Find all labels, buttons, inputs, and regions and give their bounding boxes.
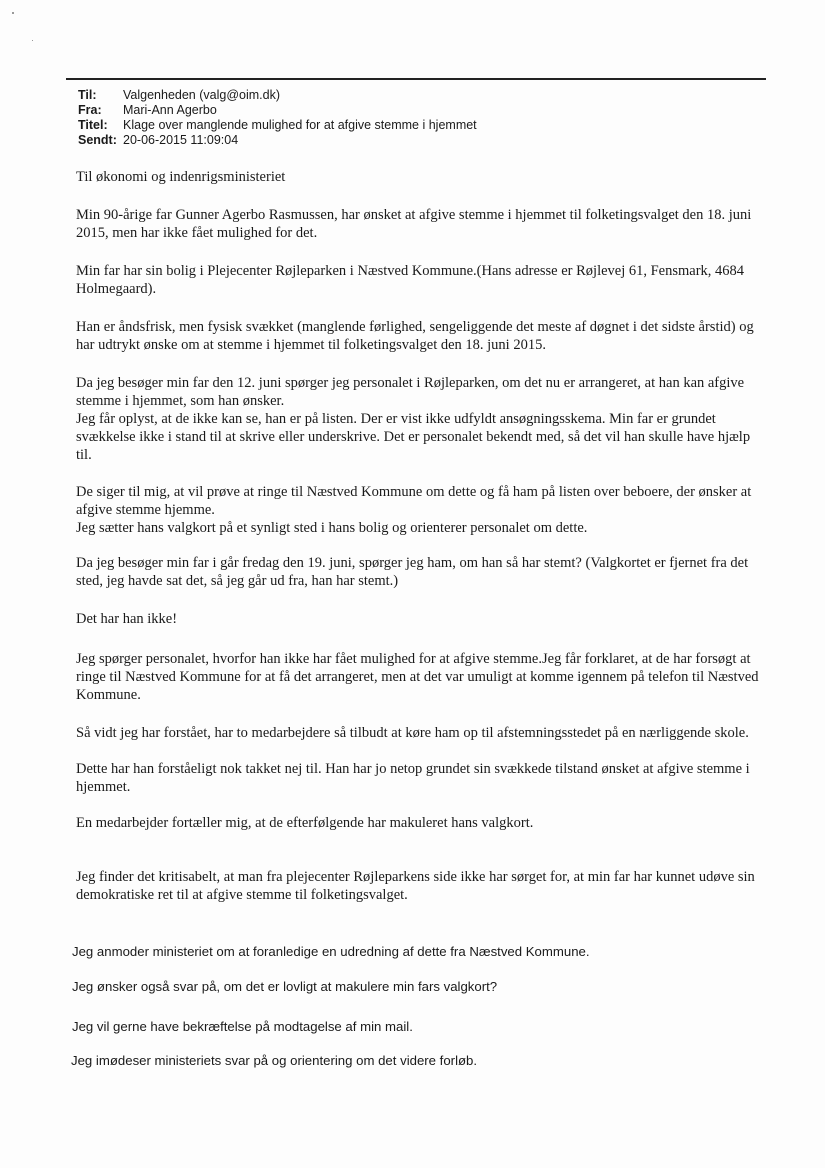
paragraph-3: [76, 318, 766, 354]
paragraph-10: [76, 760, 766, 796]
email-from-label: Fra:: [78, 103, 102, 117]
paragraph-line: Så vidt jeg har forstået, har to medarbejdere så tilbudt at køre ham op til afstemningsstedet på en nærliggende skole.: [76, 725, 749, 741]
paragraph-line: sted, jeg havde sat det, så jeg går ud fra, han har stemt.): [76, 573, 399, 589]
paragraph-line: afgive stemme hjemme.: [76, 502, 215, 518]
paragraph-7: [76, 610, 766, 628]
email-subject-row: [78, 118, 477, 133]
paragraph-11: [76, 814, 766, 832]
email-header: [78, 88, 477, 148]
paragraph-16: [71, 1052, 761, 1070]
paragraph-line: De siger til mig, at vil prøve at ringe til Næstved Kommune om dette og få ham på listen over beboere, der ønsker at: [76, 484, 752, 500]
paragraph-line: Jeg ønsker også svar på, om det er lovligt at makulere min fars valgkort?: [72, 979, 498, 994]
email-subject-label: Titel:: [78, 118, 108, 132]
email-to-row: [78, 88, 477, 103]
email-sent-row: [78, 133, 477, 148]
paragraph-9: [76, 724, 766, 742]
email-to-label: Til:: [78, 88, 97, 102]
email-header-rule: [66, 78, 766, 80]
paragraph-14: [72, 978, 762, 996]
paragraph-line: svækkelse ikke i stand til at skrive eller underskrive. Det er personalet bekendt med, så det vil han skulle have hjælp: [76, 429, 751, 445]
paragraph-6: [76, 554, 766, 590]
paragraph-8: [76, 650, 766, 704]
paragraph-line: har udtrykt ønske om at stemme i hjemmet til folketingsvalget den 18. juni 2015.: [76, 337, 546, 353]
paragraph-12: [76, 868, 766, 904]
paragraph-line: Jeg anmoder ministeriet om at foranledige en udredning af dette fra Næstved Kommune.: [72, 944, 590, 959]
email-from-value: Mari-Ann Agerbo: [123, 103, 217, 117]
paragraph-line: til.: [76, 447, 92, 463]
paragraph-4: [76, 374, 766, 464]
email-from-row: [78, 103, 477, 118]
paragraph-line: Jeg sætter hans valgkort på et synligt sted i hans bolig og orienterer personalet om dette.: [76, 520, 588, 536]
paragraph-line: hjemmet.: [76, 779, 131, 795]
paragraph-line: Jeg vil gerne have bekræftelse på modtagelse af min mail.: [72, 1019, 413, 1034]
paragraph-line: Han er åndsfrisk, men fysisk svækket (manglende førlighed, sengeliggende det meste af døgnet i det sidste årstid) og: [76, 319, 754, 335]
paragraph-line: Min 90-årige far Gunner Agerbo Rasmussen, har ønsket at afgive stemme i hjemmet til folketingsvalget den 18. juni: [76, 207, 752, 223]
email-to-value: Valgenheden (valg@oim.dk): [123, 88, 280, 102]
paragraph-5: [76, 483, 766, 537]
paragraph-line: Da jeg besøger min far den 12. juni spørger jeg personalet i Røjleparken, om det nu er arrangeret, at han kan afgive: [76, 375, 745, 391]
paragraph-line: demokratiske ret til at afgive stemme til folketingsvalget.: [76, 887, 408, 903]
email-sent-value: 20-06-2015 11:09:04: [123, 133, 239, 147]
paragraph-line: 2015, men har ikke fået mulighed for det.: [76, 225, 318, 241]
paragraph-line: Da jeg besøger min far i går fredag den 19. juni, spørger jeg ham, om han så har stemt? (Valgkortet er fjernet fra det: [76, 555, 749, 571]
paragraph-15: [72, 1018, 762, 1036]
paragraph-line: Dette har han forståeligt nok takket nej til. Han har jo netop grundet sin svækkede tilstand ønsket at afgive stemme i: [76, 761, 750, 777]
email-sent-label: Sendt:: [78, 133, 117, 147]
paragraph-line: Holmegaard).: [76, 281, 157, 297]
paragraph-line: Jeg imødeser ministeriets svar på og orientering om det videre forløb.: [71, 1053, 478, 1068]
paragraph-line: En medarbejder fortæller mig, at de efterfølgende har makuleret hans valgkort.: [76, 815, 534, 831]
paragraph-line: Kommune.: [76, 687, 141, 703]
letter-salutation: [76, 168, 766, 186]
paragraph-line: Jeg får oplyst, at de ikke kan se, han er på listen. Der er vist ikke udfyldt ansøgningsskema. Min far er grundet: [76, 411, 716, 427]
scan-speck: [12, 12, 14, 14]
paragraph-line: Min far har sin bolig i Plejecenter Røjleparken i Næstved Kommune.(Hans adresse er Røjlevej 61, Fensmark, 4684: [76, 263, 745, 279]
paragraph-13: [72, 943, 762, 961]
paragraph-line: stemme i hjemmet, som han ønsker.: [76, 393, 285, 409]
paragraph-line: Jeg spørger personalet, hvorfor han ikke har fået mulighed for at afgive stemme.Jeg får forklaret, at de har forsøgt at: [76, 651, 751, 667]
paragraph-2: [76, 262, 766, 298]
paragraph-1: [76, 206, 766, 242]
scan-speck: [32, 40, 33, 41]
email-subject-value: Klage over manglende mulighed for at afgive stemme i hjemmet: [123, 118, 477, 132]
salutation-line: Til økonomi og indenrigsministeriet: [76, 169, 286, 185]
paragraph-line: ringe til Næstved Kommune for at få det arrangeret, men at det var umuligt at komme igennem på telefon til Næstved: [76, 669, 759, 685]
paragraph-line: Jeg finder det kritisabelt, at man fra plejecenter Røjleparkens side ikke har sørget for, at min far har kunnet udøve sin: [76, 869, 755, 885]
paragraph-line: Det har han ikke!: [76, 611, 178, 627]
